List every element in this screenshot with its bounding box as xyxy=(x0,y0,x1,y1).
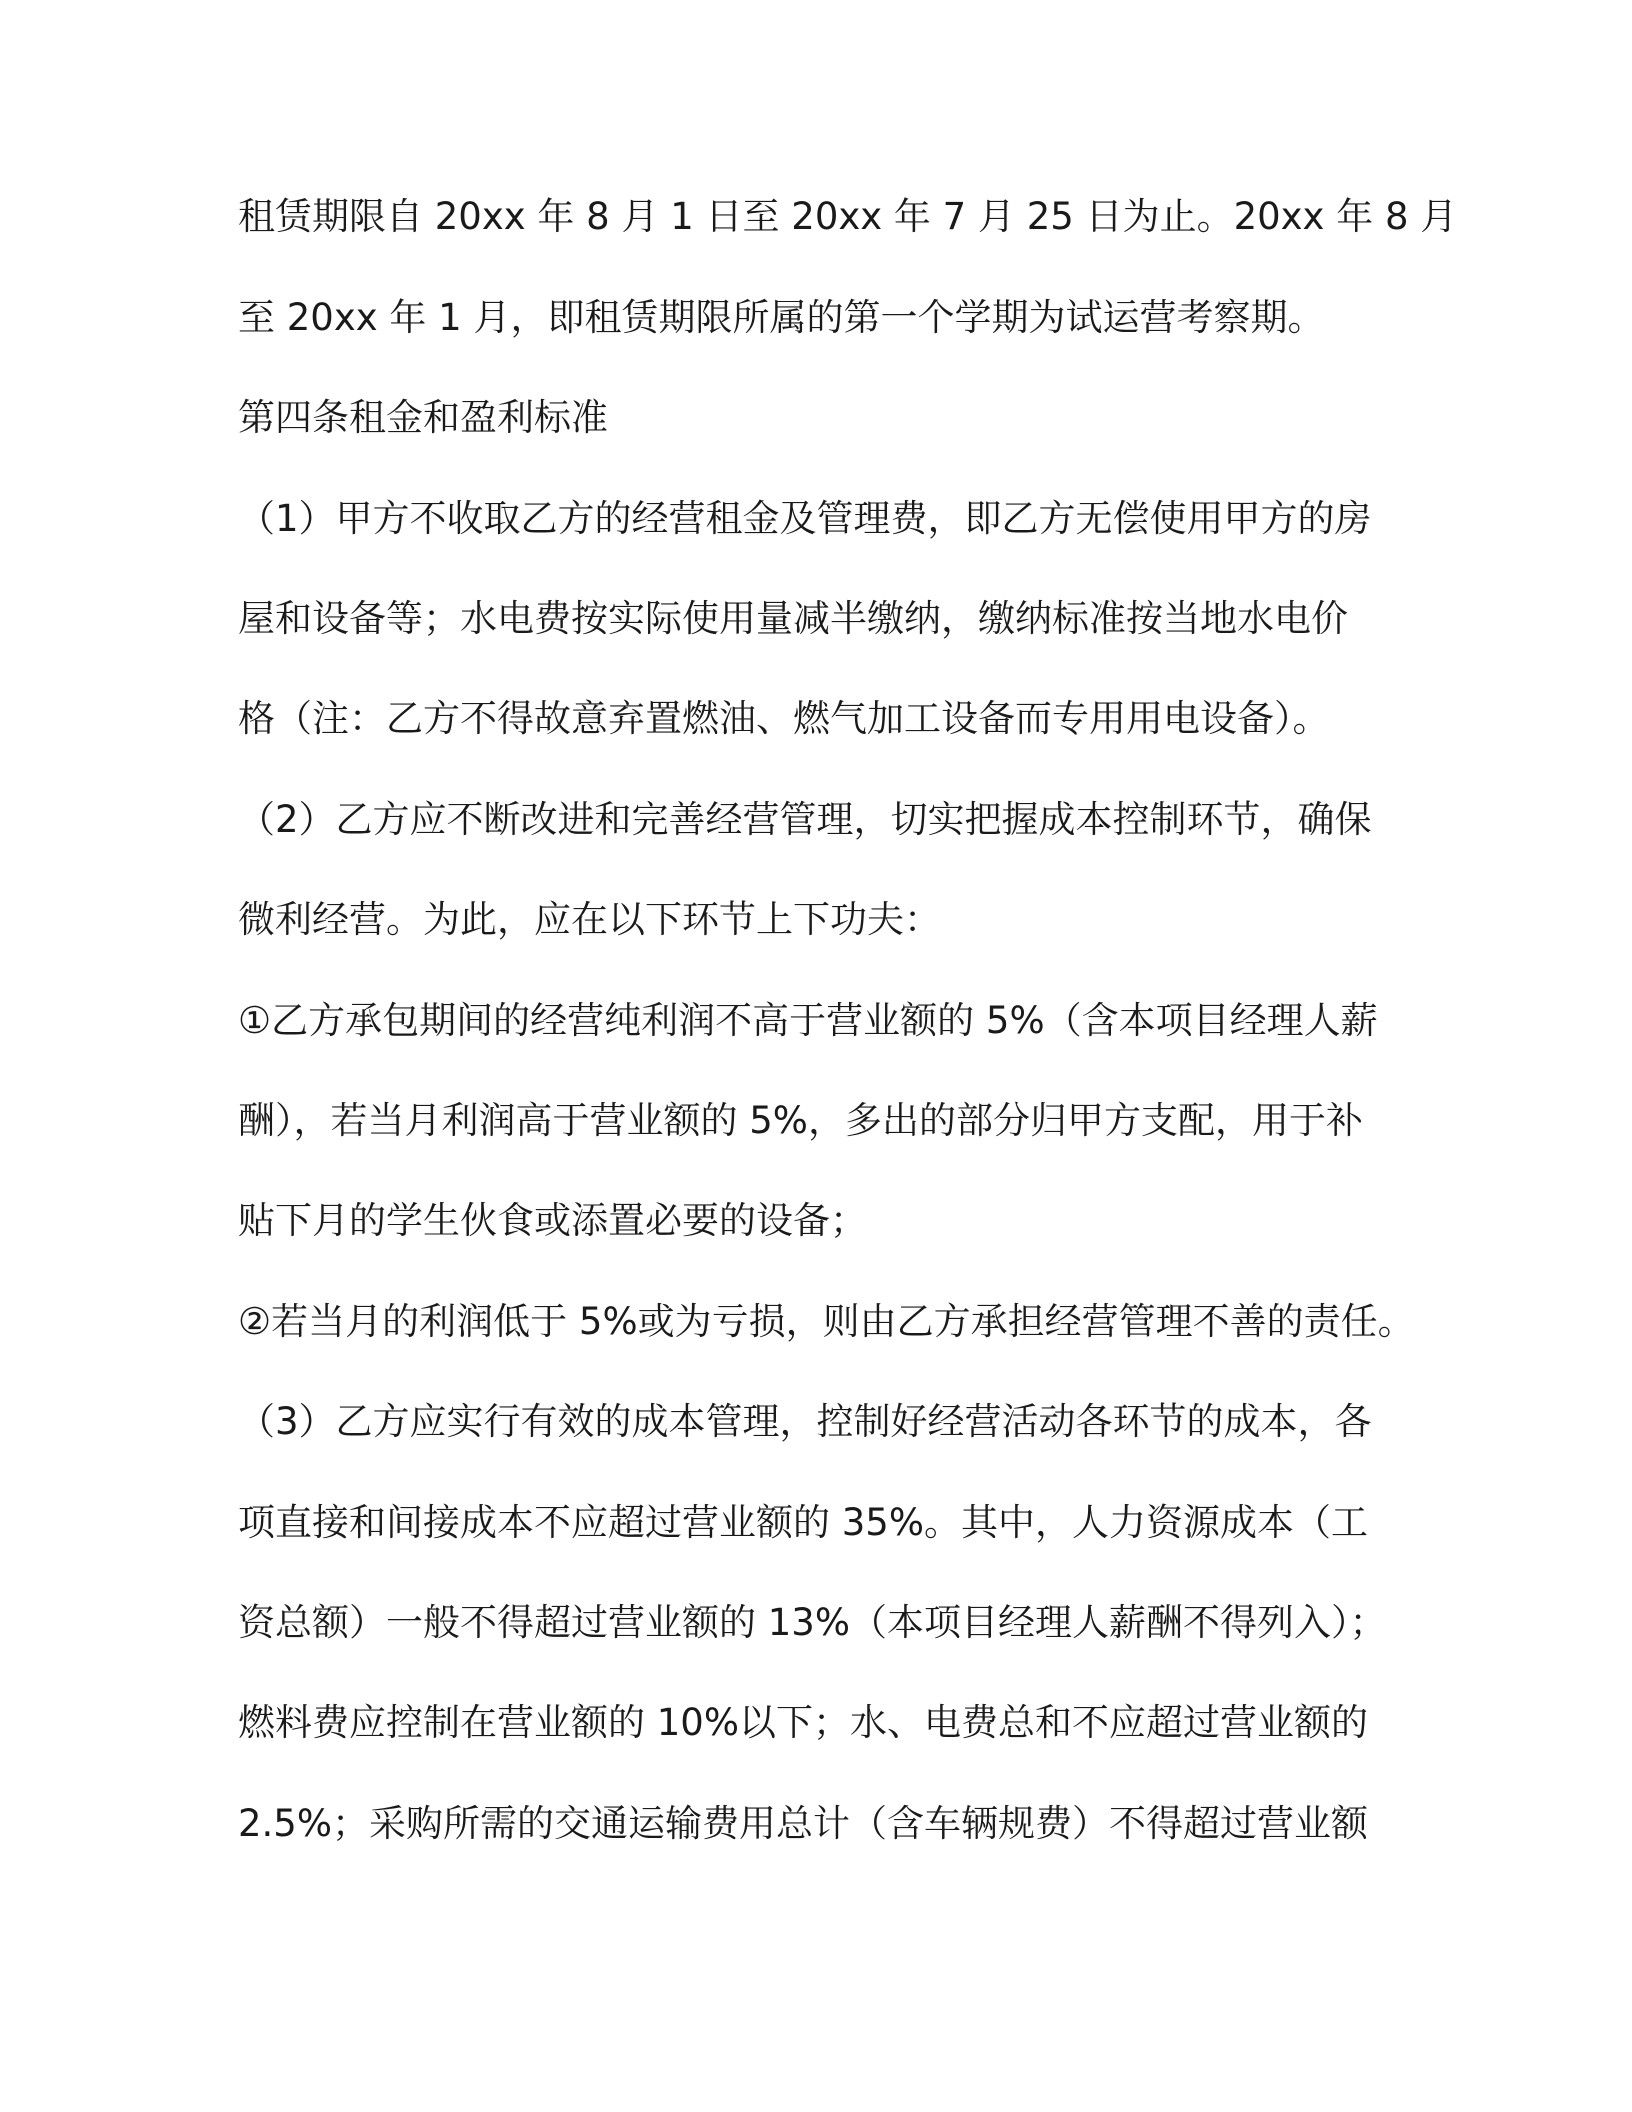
text-line: 2.5%；采购所需的交通运输费用总计（含车辆规费）不得超过营业额 xyxy=(238,1802,1368,1845)
text-line: 租赁期限自 20xx 年 8 月 1 日至 20xx 年 7 月 25 日为止。20xx 年 8 月 xyxy=(238,195,1458,238)
text-line: 屋和设备等；水电费按实际使用量减半缴纳，缴纳标准按当地水电价 xyxy=(238,597,1348,640)
text-line: （2）乙方应不断改进和完善经营管理，切实把握成本控制环节，确保 xyxy=(238,798,1372,841)
text-line: 燃料费应控制在营业额的 10%以下；水、电费总和不应超过营业额的 xyxy=(238,1701,1368,1744)
text-line: 资总额）一般不得超过营业额的 13%（本项目经理人薪酬不得列入）； xyxy=(238,1601,1387,1644)
text-line: 项直接和间接成本不应超过营业额的 35%。其中，人力资源成本（工 xyxy=(238,1501,1368,1544)
text-line: （3）乙方应实行有效的成本管理，控制好经营活动各环节的成本，各 xyxy=(238,1400,1372,1443)
text-line: 酬），若当月利润高于营业额的 5%，多出的部分归甲方支配，用于补 xyxy=(238,1099,1363,1142)
text-line: 微利经营。为此，应在以下环节上下功夫： xyxy=(238,898,941,941)
text-line: 贴下月的学生伙食或添置必要的设备； xyxy=(238,1199,867,1242)
section-heading: 第四条租金和盈利标准 xyxy=(238,396,608,439)
text-line: 格（注：乙方不得故意弃置燃油、燃气加工设备而专用用电设备）。 xyxy=(238,697,1330,740)
text-line: 至 20xx 年 1 月，即租赁期限所属的第一个学期为试运营考察期。 xyxy=(238,296,1325,339)
text-line: ②若当月的利润低于 5%或为亏损，则由乙方承担经营管理不善的责任。 xyxy=(238,1300,1415,1343)
text-line: （1）甲方不收取乙方的经营租金及管理费，即乙方无偿使用甲方的房 xyxy=(238,497,1372,540)
text-line: ①乙方承包期间的经营纯利润不高于营业额的 5%（含本项目经理人薪 xyxy=(238,999,1378,1042)
